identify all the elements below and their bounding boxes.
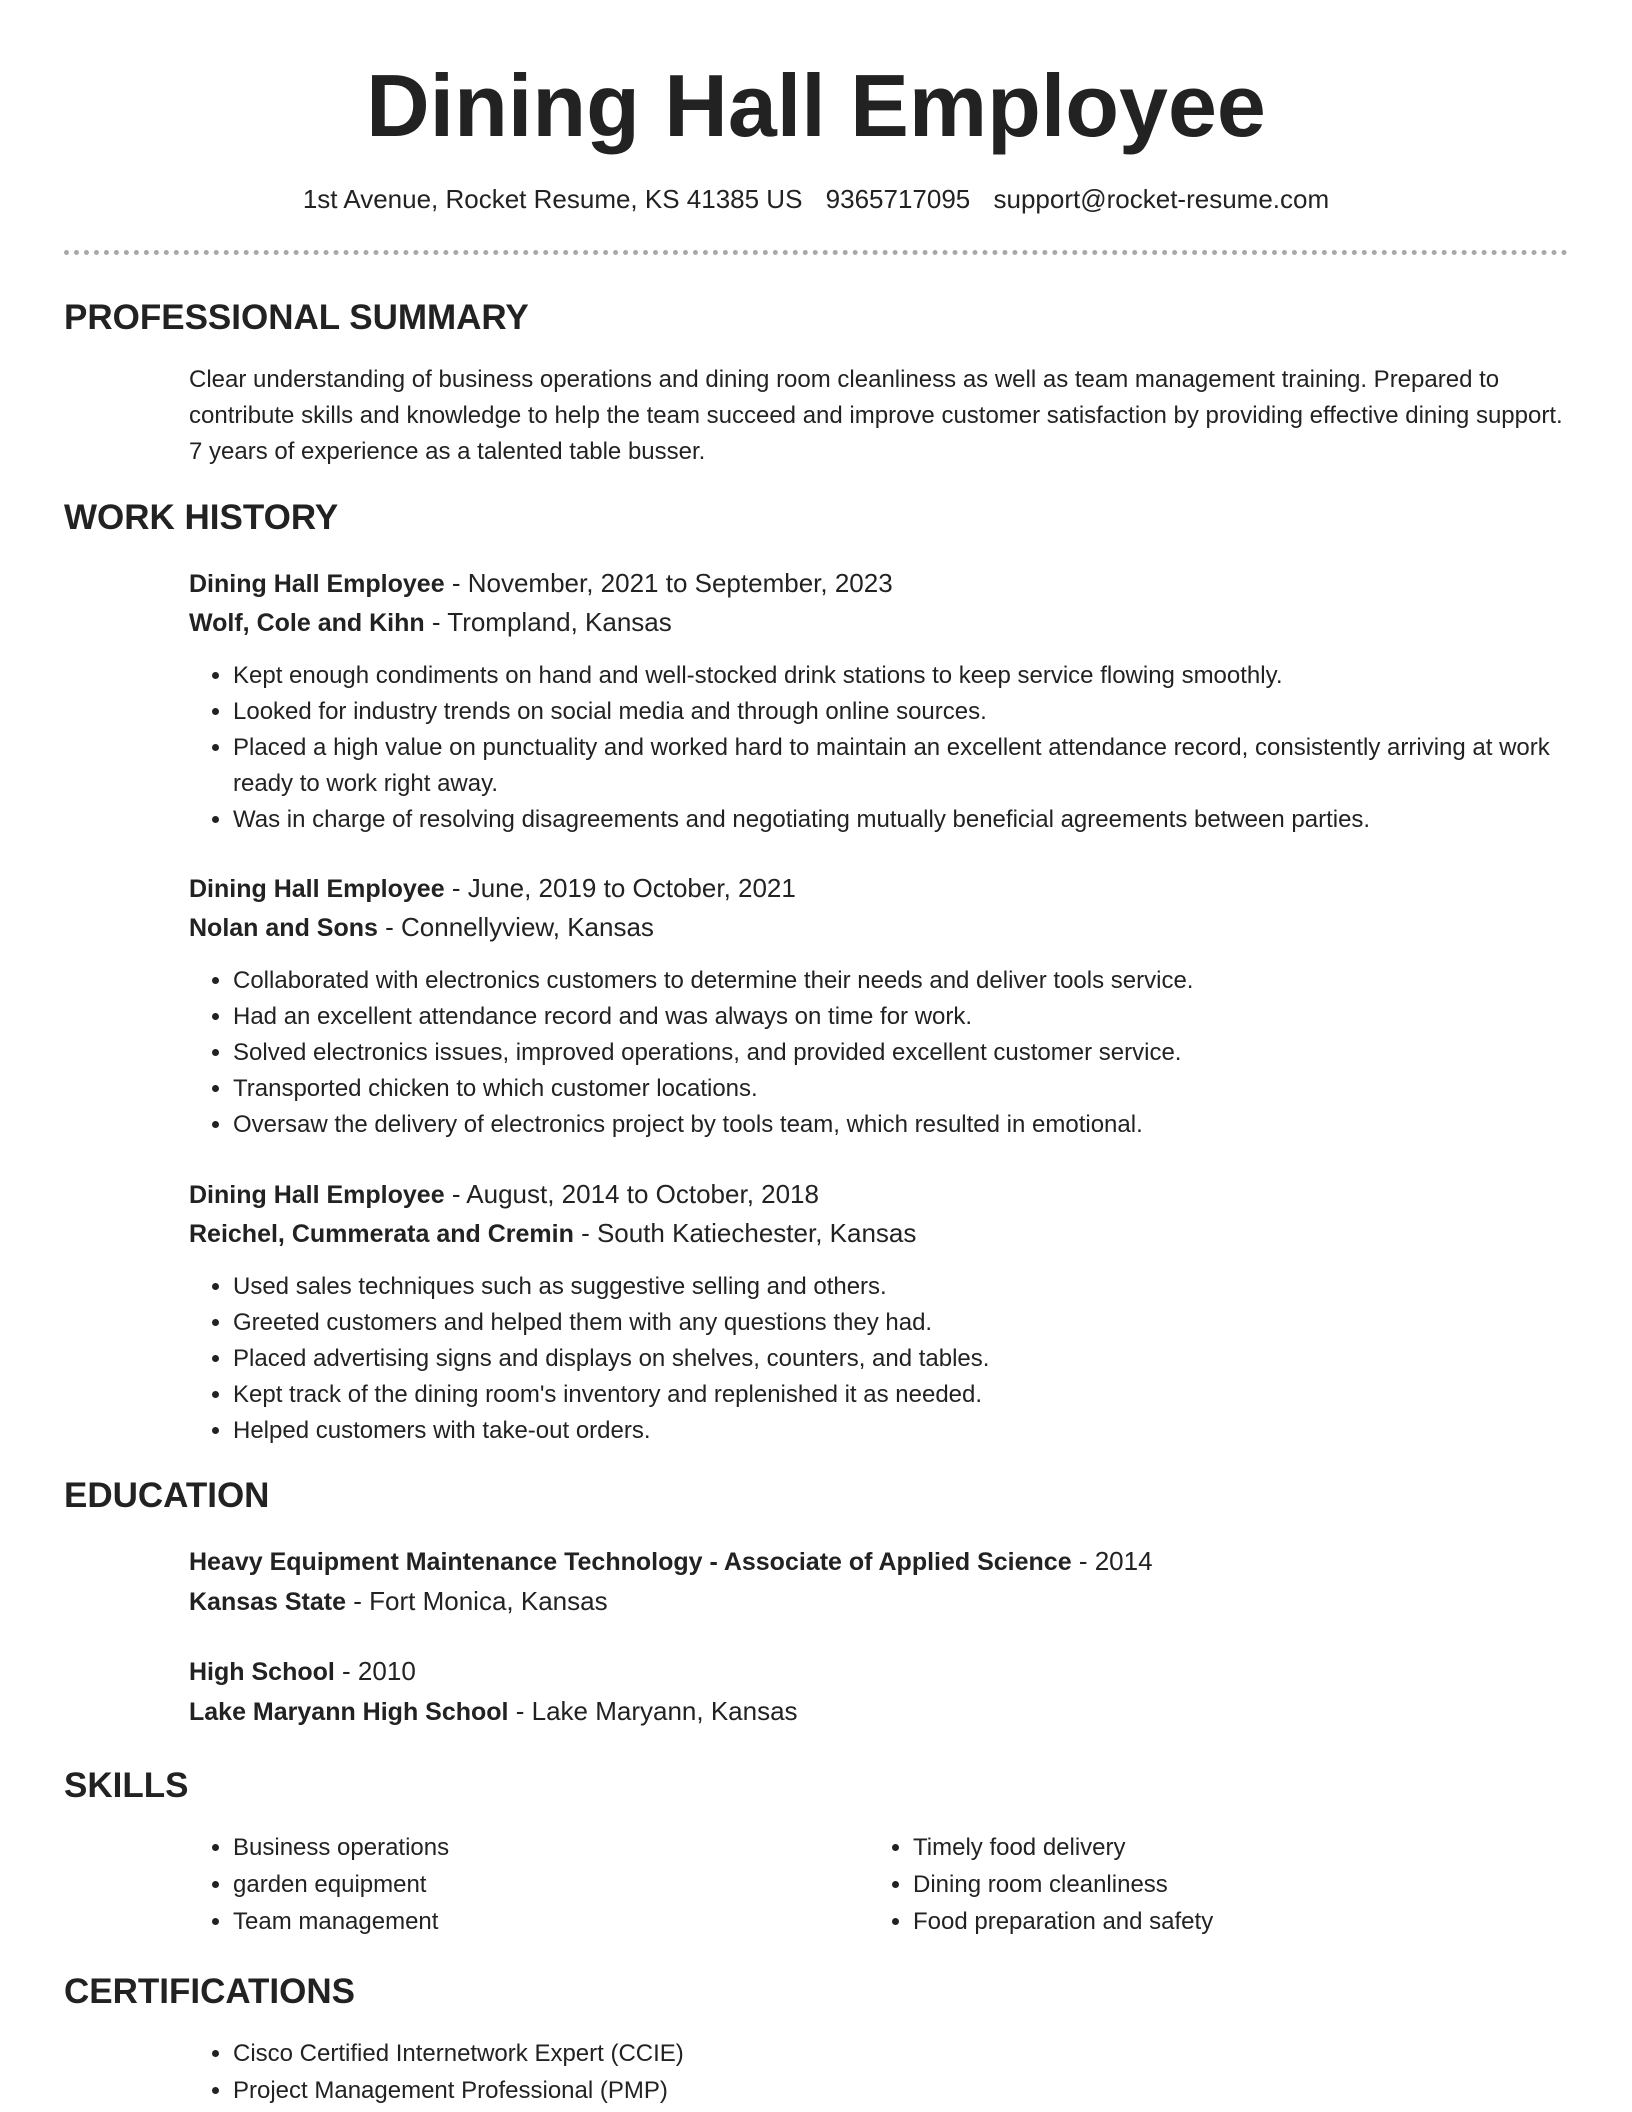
list-item: • Collaborated with electronics customers to determine their needs and deliver tools service.	[233, 963, 1613, 999]
job-location: - Connellyview, Kansas	[377, 912, 654, 942]
list-item: • Placed a high value on punctuality and worked hard to maintain an excellent attendance record, consistently arriving at work ready to work right away.	[233, 730, 1613, 802]
list-item: • Looked for industry trends on social media and through online sources.	[233, 694, 1613, 730]
job-company: Nolan and Sons	[189, 914, 378, 942]
job-dates: - August, 2014 to October, 2018	[444, 1179, 819, 1209]
list-item: • Transported chicken to which customer locations.	[233, 1071, 1613, 1107]
contact-email: support@rocket-resume.com	[993, 184, 1330, 214]
list-item: • Helped customers with take-out orders.	[233, 1413, 1613, 1449]
education-location: - Lake Maryann, Kansas	[508, 1696, 798, 1726]
job-title-line	[189, 564, 1569, 603]
education-location: - Fort Monica, Kansas	[346, 1586, 608, 1616]
list-item: • Used sales techniques such as suggestive selling and others.	[233, 1269, 1613, 1305]
job-role: Dining Hall Employee	[189, 570, 445, 598]
list-item: • Had an excellent attendance record and was always on time for work.	[233, 999, 1613, 1035]
education-school: Kansas State	[189, 1588, 347, 1616]
education-degree: Heavy Equipment Maintenance Technology - Associate of Applied Science	[189, 1548, 1072, 1576]
job-title-line	[189, 1175, 1569, 1214]
job-dates: - November, 2021 to September, 2023	[444, 568, 893, 598]
education-degree-line	[189, 1542, 1569, 1581]
certification-item: • Project Management Professional (PMP)	[233, 2072, 1613, 2109]
summary-text: Clear understanding of business operations and dining room cleanliness as well as team management training. Prepared to contribute skills and knowledge to help the team succeed and improve customer satisfaction by providing effective dining support. 7 years of experience as a talented table busser.	[189, 366, 1563, 465]
certification-item: • Cisco Certified Internetwork Expert (CCIE)	[233, 2035, 1613, 2072]
education-year: - 2014	[1071, 1546, 1153, 1576]
job-role: Dining Hall Employee	[189, 875, 445, 903]
list-item: • Solved electronics issues, improved operations, and provided excellent customer service.	[233, 1035, 1613, 1071]
job-bullets	[189, 658, 1613, 838]
education-school-line	[189, 1692, 1569, 1731]
education-year: - 2010	[334, 1656, 416, 1686]
contact-line	[0, 180, 1632, 218]
education-degree: High School	[189, 1658, 335, 1686]
certifications-list	[189, 2035, 1613, 2109]
list-item: • Placed advertising signs and displays on shelves, counters, and tables.	[233, 1341, 1613, 1377]
skill-item: • Food preparation and safety	[913, 1903, 1553, 1940]
job-company-line	[189, 1214, 1569, 1253]
section-title-education: EDUCATION	[64, 1476, 270, 1515]
job-location: - South Katiechester, Kansas	[573, 1218, 917, 1248]
section-title-skills: SKILLS	[64, 1766, 189, 1805]
skill-item: • garden equipment	[233, 1866, 853, 1903]
section-title-summary: PROFESSIONAL SUMMARY	[64, 298, 529, 337]
list-item: • Kept enough condiments on hand and well-stocked drink stations to keep service flowing smoothly.	[233, 658, 1613, 694]
resume-name: Dining Hall Employee	[366, 56, 1266, 155]
skills-list-left	[189, 1829, 853, 1940]
job-company-line	[189, 603, 1569, 642]
header-divider	[64, 250, 1568, 255]
job-company: Wolf, Cole and Kihn	[189, 609, 425, 637]
skills-list-right	[869, 1829, 1553, 1940]
education-school: Lake Maryann High School	[189, 1698, 509, 1726]
skill-item: • Business operations	[233, 1829, 853, 1866]
job-company-line	[189, 908, 1569, 947]
job-dates: - June, 2019 to October, 2021	[444, 873, 796, 903]
job-bullets	[189, 1269, 1613, 1449]
job-bullets	[189, 963, 1613, 1143]
job-company: Reichel, Cummerata and Cremin	[189, 1220, 574, 1248]
job-role: Dining Hall Employee	[189, 1181, 445, 1209]
job-title-line	[189, 869, 1569, 908]
contact-address: 1st Avenue, Rocket Resume, KS 41385 US	[302, 184, 803, 214]
skill-item: • Dining room cleanliness	[913, 1866, 1553, 1903]
list-item: • Was in charge of resolving disagreements and negotiating mutually beneficial agreements between parties.	[233, 802, 1613, 838]
section-title-work-history: WORK HISTORY	[64, 498, 339, 537]
education-degree-line	[189, 1652, 1569, 1691]
education-school-line	[189, 1582, 1569, 1621]
job-location: - Trompland, Kansas	[424, 607, 672, 637]
skill-item: • Team management	[233, 1903, 853, 1940]
section-title-certifications: CERTIFICATIONS	[64, 1972, 356, 2011]
list-item: • Kept track of the dining room's inventory and replenished it as needed.	[233, 1377, 1613, 1413]
list-item: • Greeted customers and helped them with any questions they had.	[233, 1305, 1613, 1341]
list-item: • Oversaw the delivery of electronics project by tools team, which resulted in emotional.	[233, 1107, 1613, 1143]
skill-item: • Timely food delivery	[913, 1829, 1553, 1866]
contact-phone: 9365717095	[825, 184, 971, 214]
